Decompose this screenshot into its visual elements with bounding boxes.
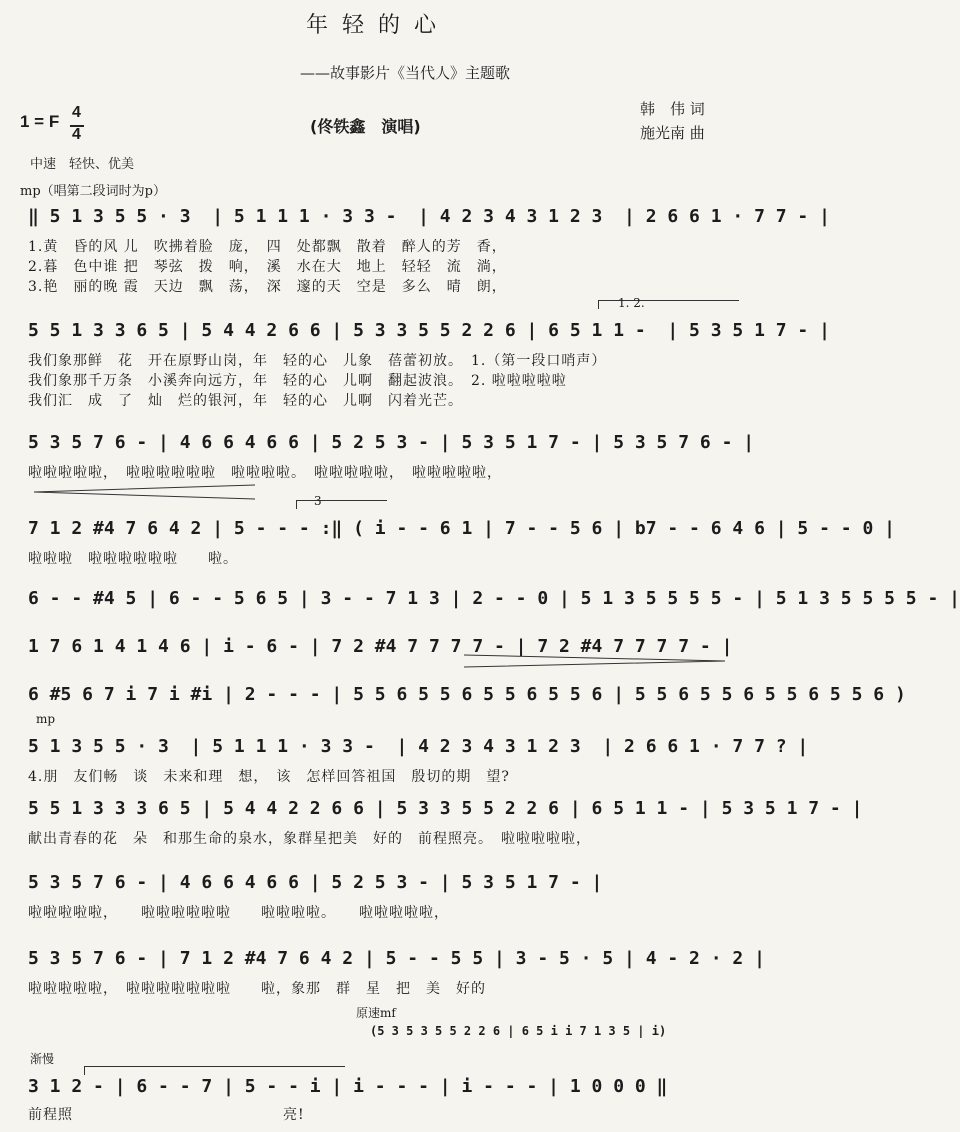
notation-line-2: 5 5 1 3 3 6 5 | 5 4 4 2 6 6 | 5 3 3 5 5 2 2 6 | 6 5 1 1 - | 5 3 5 1 7 - | [28, 320, 830, 341]
key-signature: 1 = F [20, 112, 60, 131]
notation-line-8: 5 1 3 5 5 · 3 | 5 1 1 1 · 3 3 - | 4 2 3 4 3 1 2 3 | 2 6 6 1 · 7 7 ? | [28, 736, 809, 757]
lyric-line-4: 啦啦啦 啦啦啦啦啦啦 啦。 [28, 551, 238, 567]
dynamic-mp: mp [36, 712, 56, 726]
slur-line [84, 1066, 345, 1075]
ritardando-mark: 渐慢 [30, 1052, 55, 1066]
triplet-bracket [296, 500, 387, 509]
lyricist-credit: 韩 伟 词 [640, 100, 705, 118]
lyric-line-12: 前程照 亮! [28, 1107, 305, 1123]
song-title: 年轻的心 [305, 13, 450, 38]
accompaniment-cue: (5 3 5 3 5 5 2 2 6 | 6 5 i i 7 1 3 5 | i) [370, 1024, 667, 1038]
meter-bottom: 4 [72, 126, 81, 143]
notation-line-6: 1 7 6 1 4 1 4 6 | i - 6 - | 7 2 #4 7 7 7 7 - | 7 2 #4 7 7 7 7 - | [28, 636, 733, 657]
lyric-line-2-verse-1: 我们象那鲜 花 开在原野山岗，年 轻的心 儿象 蓓蕾初放。 1.（第一段口哨声） [28, 353, 607, 369]
lyric-line-3: 啦啦啦啦啦， 啦啦啦啦啦啦 啦啦啦啦。 啦啦啦啦啦， 啦啦啦啦啦， [28, 465, 502, 481]
volta-label: 1. 2. [618, 296, 645, 310]
crescendo-hairpin [30, 484, 260, 500]
lyric-line-2-verse-2: 我们象那千万条 小溪奔向远方，年 轻的心 儿啊 翻起波浪。 2. 啦啦啦啦啦 [28, 373, 567, 389]
notation-line-3: 5 3 5 7 6 - | 4 6 6 4 6 6 | 5 2 5 3 - | 5 3 5 1 7 - | 5 3 5 7 6 - | [28, 432, 755, 453]
composer-credit: 施光南 曲 [640, 124, 705, 142]
notation-line-4: 7 1 2 #4 7 6 4 2 | 5 - - - :‖ ( i - - 6 1 | 7 - - 5 6 | b7 - - 6 4 6 | 5 - - 0 | [28, 518, 895, 539]
notation-line-9: 5 5 1 3 3 3 6 5 | 5 4 4 2 2 6 6 | 5 3 3 5 5 2 2 6 | 6 5 1 1 - | 5 3 5 1 7 - | [28, 798, 863, 819]
notation-line-7: 6 #5 6 7 i 7 i #i | 2 - - - | 5 5 6 5 5 6 5 5 6 5 5 6 | 5 5 6 5 5 6 5 5 6 5 5 6 ) [28, 684, 906, 705]
notation-line-10: 5 3 5 7 6 - | 4 6 6 4 6 6 | 5 2 5 3 - | 5 3 5 1 7 - | [28, 872, 603, 893]
notation-line-11: 5 3 5 7 6 - | 7 1 2 #4 7 6 4 2 | 5 - - 5 5 | 3 - 5 · 5 | 4 - 2 · 2 | [28, 948, 765, 969]
singer-credit: (佟铁鑫 演唱) [310, 117, 421, 136]
lyric-line-9: 献出青春的花 朵 和那生命的泉水，象群星把美 好的 前程照亮。 啦啦啦啦啦， [28, 831, 591, 847]
triplet-mark: 3 [314, 494, 322, 508]
lyric-line-1-verse-1: 1.黄 昏的风 儿 吹拂着脸 庞， 四 处都飘 散着 醉人的芳 香， [28, 239, 507, 255]
tempo-primo-mark: 原速mf [356, 1006, 396, 1020]
lyric-line-1-verse-3: 3.艳 丽的晚 霞 天边 飘 荡， 深 邃的天 空是 多么 晴 朗， [28, 279, 507, 295]
notation-line-5: 6 - - #4 5 | 6 - - 5 6 5 | 3 - - 7 1 3 | 2 - - 0 | 5 1 3 5 5 5 5 - | 5 1 3 5 5 5 5 - | [28, 588, 960, 609]
tempo-marking: 中速 轻快、优美 [30, 157, 135, 172]
meter-top: 4 [72, 104, 81, 121]
song-subtitle: ——故事影片《当代人》主题歌 [300, 64, 511, 82]
lyric-line-10: 啦啦啦啦啦， 啦啦啦啦啦啦 啦啦啦啦。 啦啦啦啦啦， [28, 905, 449, 921]
lyric-line-11: 啦啦啦啦啦， 啦啦啦啦啦啦啦 啦，象那 群 星 把 美 好的 [28, 981, 486, 997]
notation-line-12: 3 1 2 - | 6 - - 7 | 5 - - i | i - - - | i - - - | 1 0 0 0 ‖ [28, 1076, 668, 1097]
lyric-line-2-verse-3: 我们汇 成 了 灿 烂的银河，年 轻的心 儿啊 闪着光芒。 [28, 393, 463, 409]
decrescendo-hairpin [460, 654, 730, 668]
lyric-line-1-verse-2: 2.暮 色中谁 把 琴弦 拨 响， 溪 水在大 地上 轻轻 流 淌， [28, 259, 507, 275]
notation-line-1: ‖ 5 1 3 5 5 · 3 | 5 1 1 1 · 3 3 - | 4 2 3 4 3 1 2 3 | 2 6 6 1 · 7 7 - | [28, 206, 830, 227]
dynamics-marking: mp（唱第二段词时为p） [20, 184, 166, 199]
lyric-line-8: 4.朋 友们畅 谈 未来和理 想， 该 怎样回答祖国 殷切的期 望? [28, 769, 510, 785]
